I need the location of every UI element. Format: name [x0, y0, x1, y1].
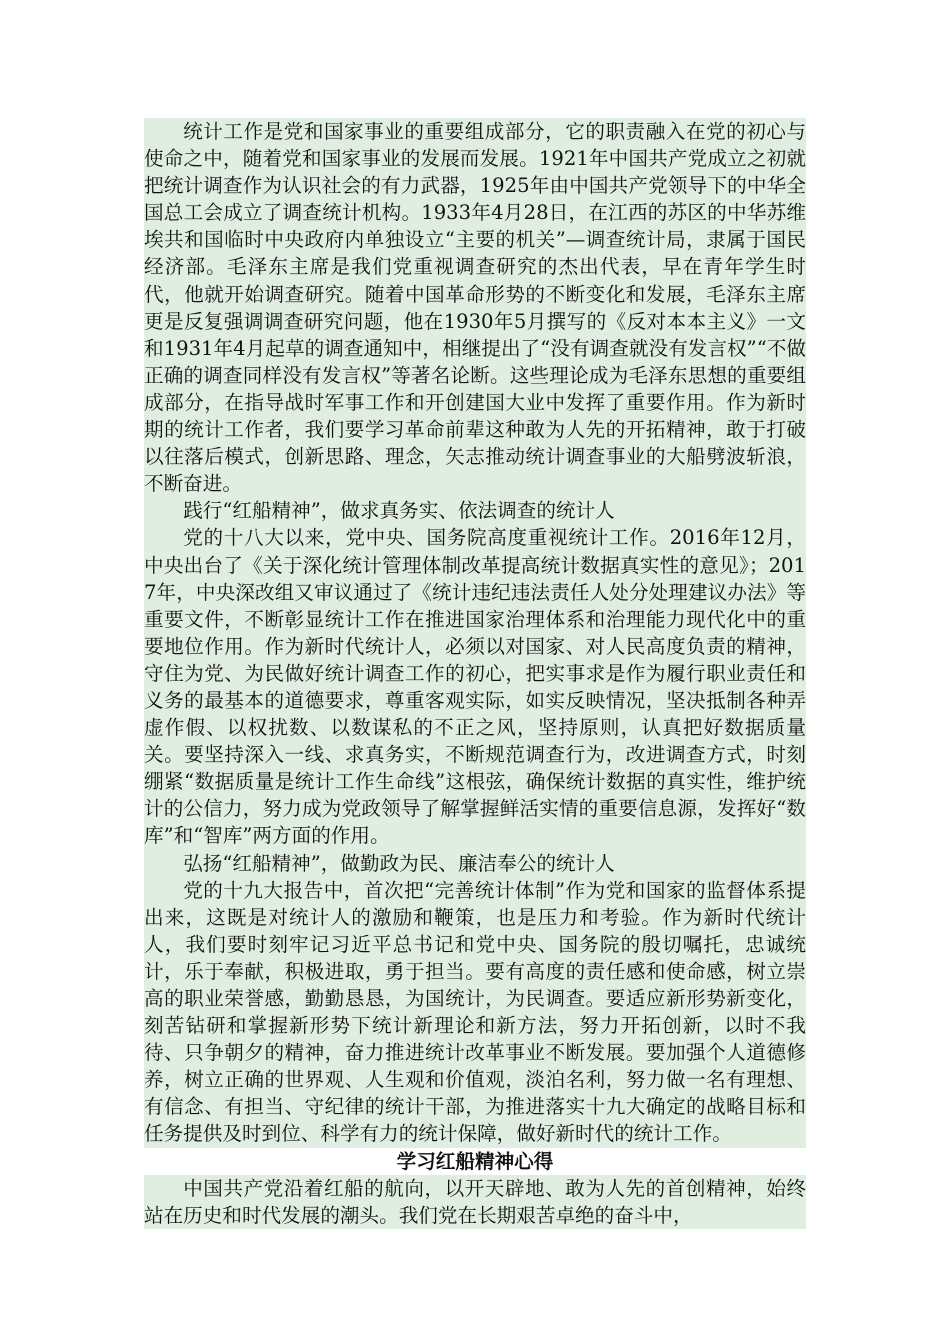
body-paragraph: 党的十九大报告中，首次把“完善统计体制”作为党和国家的监督体系提出来，这既是对统计人的激励和鞭策，也是压力和考验。作为新时代统计人，我们要时刻牢记习近平总书记和党中央、国务院的殷切嘱托，忠诚统计，乐于奉献，积极进取，勇于担当。要有高度的责任感和使命感，树立崇高的职业荣誉感，勤勤恳恳，为国统计，为民调查。要适应新形势新变化，刻苦钻研和掌握新形势下统计新理论和新方法，努力开拓创新，以时不我待、只争朝夕的精神，奋力推进统计改革事业不断发展。要加强个人道德修养，树立正确的世界观、人生观和价值观，淡泊名利，努力做一名有理想、有信念、有担当、守纪律的统计干部，为推进落实十九大确定的战略目标和任务提供及时到位、科学有力的统计保障，做好新时代的统计工作。 [144, 877, 806, 1148]
body-paragraph: 中国共产党沿着红船的航向，以开天辟地、敢为人先的首创精神，始终站在历史和时代发展的潮头。我们党在长期艰苦卓绝的奋斗中， [144, 1175, 806, 1229]
document-page [144, 118, 806, 1229]
section-heading: 践行“红船精神”，做求真务实、依法调查的统计人 [144, 497, 806, 524]
body-paragraph: 统计工作是党和国家事业的重要组成部分，它的职责融入在党的初心与使命之中，随着党和国家事业的发展而发展。1921年中国共产党成立之初就把统计调查作为认识社会的有力武器，1925年由中国共产党领导下的中华全国总工会成立了调查统计机构。1933年4月28日，在江西的苏区的中华苏维埃共和国临时中央政府内单独设立“主要的机关”—调查统计局，隶属于国民经济部。毛泽东主席是我们党重视调查研究的杰出代表，早在青年学生时代，他就开始调查研究。随着中国革命形势的不断变化和发展，毛泽东主席更是反复强调调查研究问题，他在1930年5月撰写的《反对本本主义》一文和1931年4月起草的调查通知中，相继提出了“没有调查就没有发言权”“不做正确的调查同样没有发言权”等著名论断。这些理论成为毛泽东思想的重要组成部分，在指导战时军事工作和开创建国大业中发挥了重要作用。作为新时期的统计工作者，我们要学习革命前辈这种敢为人先的开拓精神，敢于打破以往落后模式，创新思路、理念，矢志推动统计调查事业的大船劈波斩浪，不断奋进。 [144, 118, 806, 497]
section-heading: 弘扬“红船精神”，做勤政为民、廉洁奉公的统计人 [144, 850, 806, 877]
document-title: 学习红船精神心得 [144, 1148, 806, 1175]
body-paragraph: 党的十八大以来，党中央、国务院高度重视统计工作。2016年12月，中央出台了《关于深化统计管理体制改革提高统计数据真实性的意见》；2017年，中央深改组又审议通过了《统计违纪违法责任人处分处理建议办法》等重要文件，不断彰显统计工作在推进国家治理体系和治理能力现代化中的重要地位作用。作为新时代统计人，必须以对国家、对人民高度负责的精神，守住为党、为民做好统计调查工作的初心，把实事求是作为履行职业责任和义务的最基本的道德要求，尊重客观实际，如实反映情况，坚决抵制各种弄虚作假、以权扰数、以数谋私的不正之风，坚持原则，认真把好数据质量关。要坚持深入一线、求真务实，不断规范调查行为，改进调查方式，时刻绷紧“数据质量是统计工作生命线”这根弦，确保统计数据的真实性，维护统计的公信力，努力成为党政领导了解掌握鲜活实情的重要信息源，发挥好“数库”和“智库”两方面的作用。 [144, 524, 806, 849]
